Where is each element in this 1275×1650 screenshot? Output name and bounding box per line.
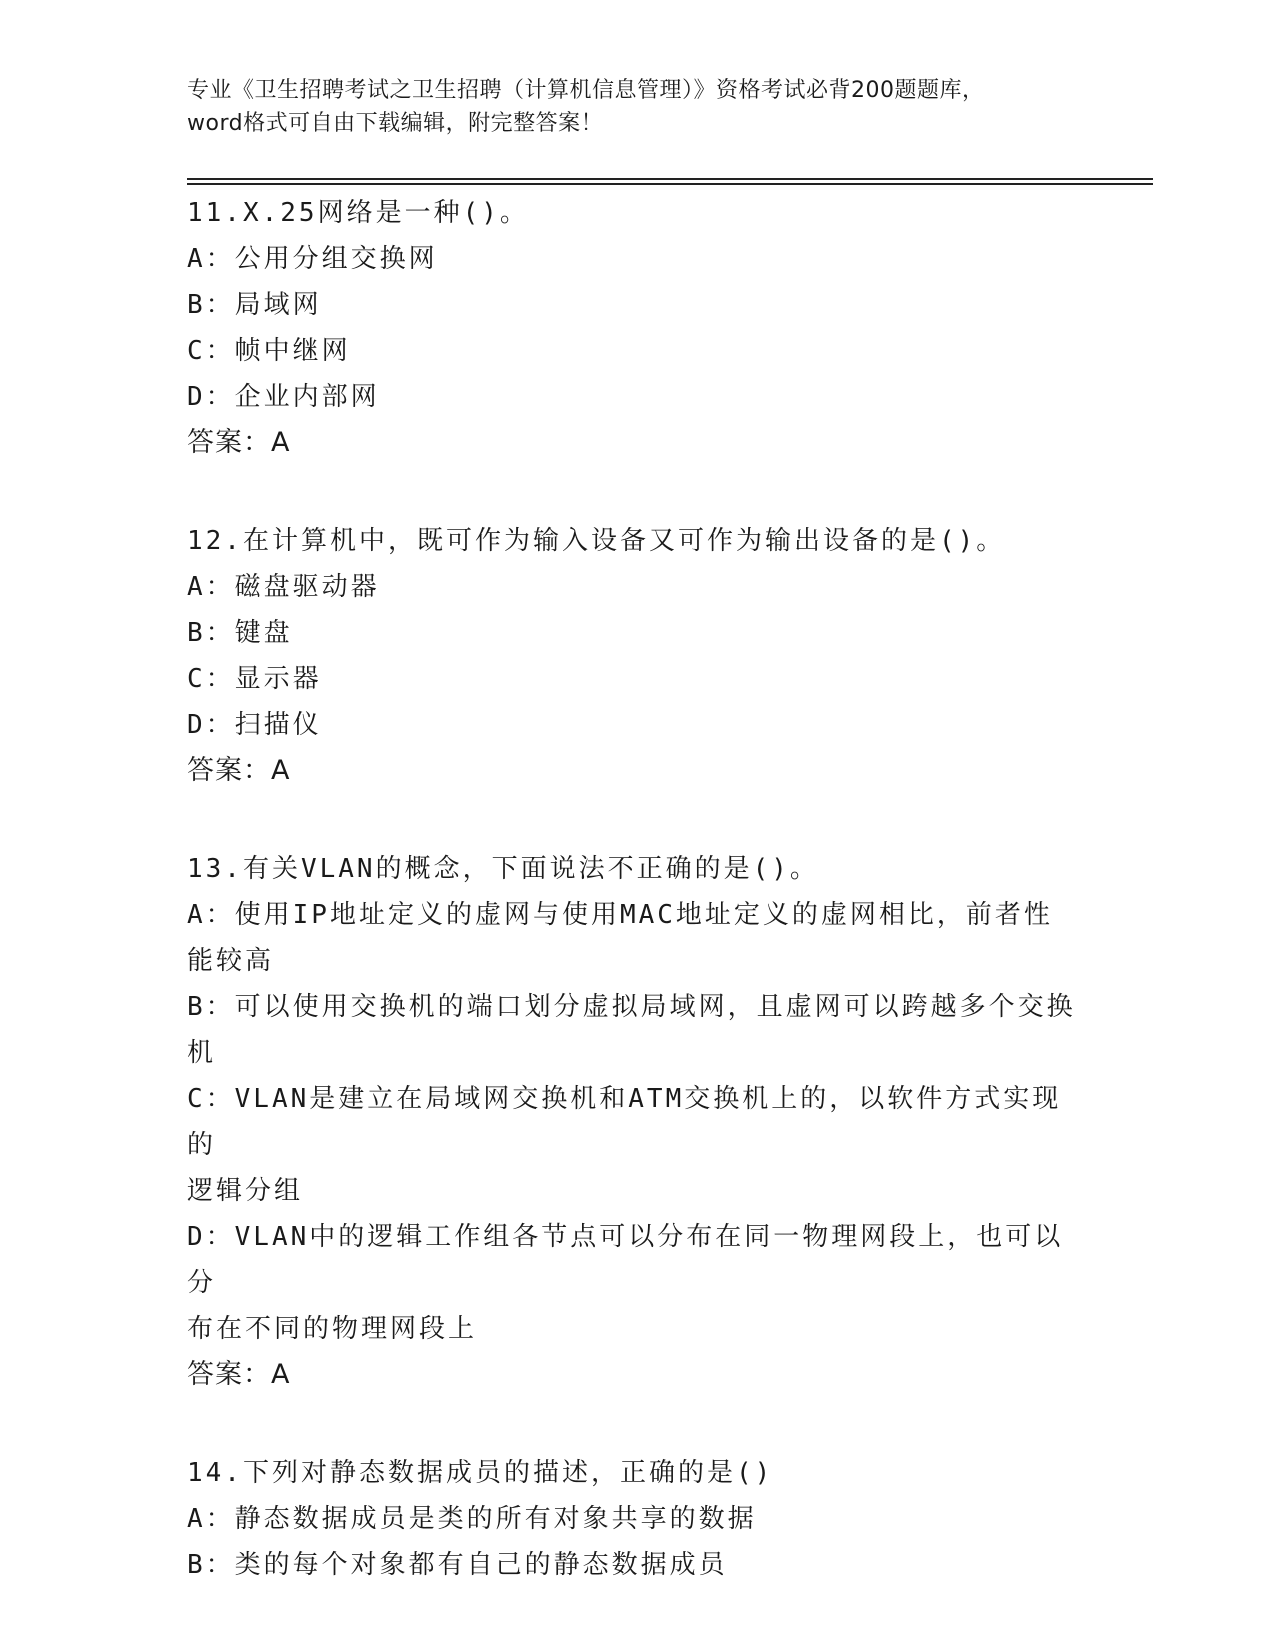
answer-key: 答案：A bbox=[187, 1359, 291, 1390]
header-divider-bottom bbox=[187, 183, 1153, 185]
option-line: D：企业内部网 bbox=[187, 382, 380, 412]
answer-option bbox=[187, 1542, 1087, 1588]
question-block bbox=[187, 846, 1087, 1398]
option-line: 布在不同的物理网段上 bbox=[187, 1314, 478, 1344]
answer-key: 答案：A bbox=[187, 755, 291, 786]
answer-option bbox=[187, 1496, 1087, 1542]
question-stem: 13.有关VLAN的概念，下面说法不正确的是()。 bbox=[187, 854, 819, 884]
option-line: B：类的每个对象都有自己的静态数据成员 bbox=[187, 1550, 728, 1580]
answer-option bbox=[187, 656, 1087, 702]
option-line: 逻辑分组 bbox=[187, 1176, 304, 1206]
option-line: 能较高 bbox=[187, 946, 275, 976]
answer-option bbox=[187, 984, 1087, 1076]
answer-key: 答案：A bbox=[187, 427, 291, 458]
question-block bbox=[187, 518, 1087, 794]
option-line: A：使用IP地址定义的虚网与使用MAC地址定义的虚网相比，前者性 bbox=[187, 900, 1053, 930]
option-line: D：VLAN中的逻辑工作组各节点可以分布在同一物理网段上，也可以分 bbox=[187, 1222, 1064, 1298]
question-stem: 14.下列对静态数据成员的描述，正确的是() bbox=[187, 1458, 774, 1488]
answer-option bbox=[187, 236, 1087, 282]
answer-option bbox=[187, 1214, 1087, 1352]
answer-option bbox=[187, 564, 1087, 610]
option-line: C：显示器 bbox=[187, 664, 322, 694]
option-line: A：磁盘驱动器 bbox=[187, 572, 380, 602]
header-line-1: 专业《卫生招聘考试之卫生招聘（计算机信息管理）》资格考试必背200题题库， bbox=[187, 78, 985, 103]
question-block bbox=[187, 1450, 1087, 1588]
option-line: D：扫描仪 bbox=[187, 710, 322, 740]
option-line: B：可以使用交换机的端口划分虚拟局域网，且虚网可以跨越多个交换 bbox=[187, 992, 1076, 1022]
option-line: A：公用分组交换网 bbox=[187, 244, 438, 274]
answer-option bbox=[187, 282, 1087, 328]
option-line: C：VLAN是建立在局域网交换机和ATM交换机上的，以软件方式实现的 bbox=[187, 1084, 1062, 1160]
option-line: 机 bbox=[187, 1038, 217, 1068]
question-stem: 11.X.25网络是一种()。 bbox=[187, 198, 529, 228]
document-header bbox=[187, 74, 1087, 140]
answer-option bbox=[187, 610, 1087, 656]
question-stem: 12.在计算机中，既可作为输入设备又可作为输出设备的是()。 bbox=[187, 526, 1006, 556]
option-line: B：局域网 bbox=[187, 290, 322, 320]
header-divider-top bbox=[187, 178, 1153, 180]
answer-option bbox=[187, 328, 1087, 374]
answer-option bbox=[187, 892, 1087, 984]
header-line-2: word格式可自由下载编辑，附完整答案！ bbox=[187, 111, 604, 136]
answer-option bbox=[187, 1076, 1087, 1214]
option-line: A：静态数据成员是类的所有对象共享的数据 bbox=[187, 1504, 757, 1534]
question-list bbox=[187, 190, 1087, 1640]
answer-option bbox=[187, 374, 1087, 420]
option-line: B：键盘 bbox=[187, 618, 293, 648]
question-block bbox=[187, 190, 1087, 466]
option-line: C：帧中继网 bbox=[187, 336, 351, 366]
answer-option bbox=[187, 702, 1087, 748]
